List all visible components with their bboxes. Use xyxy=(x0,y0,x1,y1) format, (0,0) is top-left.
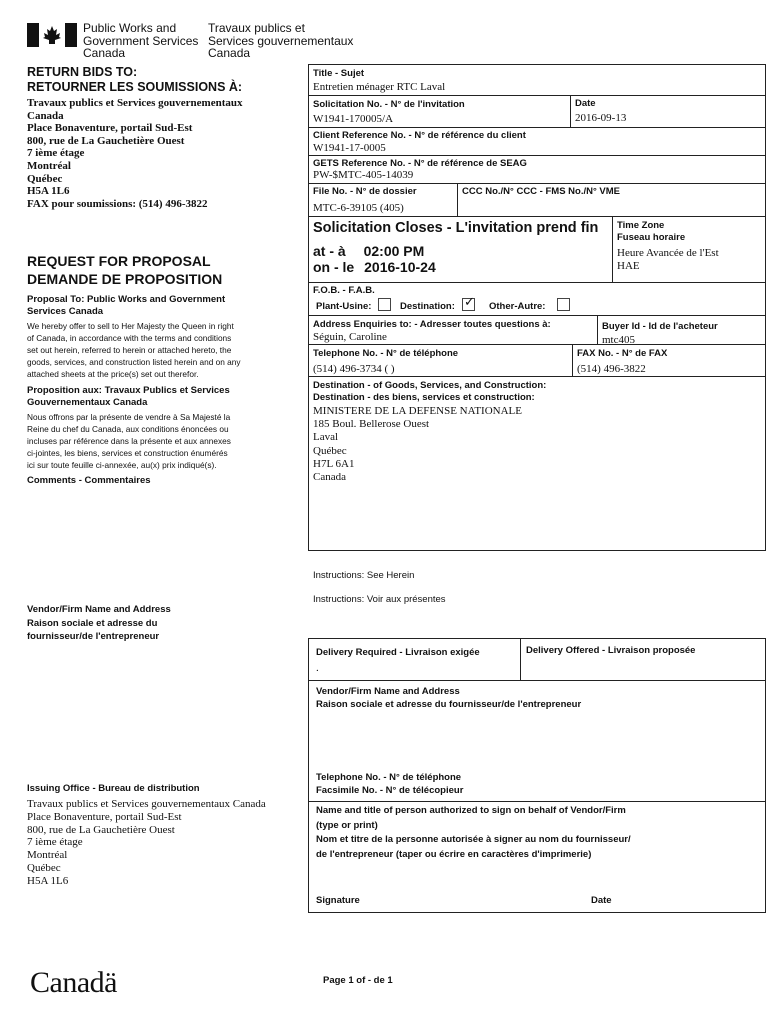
vendor-line: Raison sociale et adresse du xyxy=(27,617,158,629)
proposition-line: Gouvernementaux Canada xyxy=(27,396,148,408)
rfp-title-en: REQUEST FOR PROPOSAL xyxy=(27,253,211,269)
dest-line: Laval xyxy=(313,431,339,444)
paragraph-line: ci-jointes, les biens, services et construction énumérés xyxy=(27,448,228,458)
paragraph-line: goods, services, and construction listed herein and on any xyxy=(27,357,241,367)
dest-line: H7L 6A1 xyxy=(313,457,355,470)
destination-goods-label xyxy=(313,380,546,404)
address-line: 7 ième étage xyxy=(27,147,85,160)
client-ref-value: W1941-17-0005 xyxy=(313,142,386,154)
dest-line: Québec xyxy=(313,444,347,457)
fax-for-bids: FAX pour soumissions: (514) 496-3822 xyxy=(27,197,208,210)
canada-wordmark: Canadä xyxy=(30,966,117,999)
proposition-aux-text xyxy=(27,411,231,471)
date-value: 2016-09-13 xyxy=(575,112,627,124)
dest-line: MINISTERE DE LA DEFENSE NATIONALE xyxy=(313,405,522,417)
at-label: at - à xyxy=(313,243,346,259)
authorized-person-label xyxy=(316,804,631,862)
paragraph-line: of Canada, in accordance with the terms and conditions xyxy=(27,333,232,343)
solicitation-closes-title: Solicitation Closes - L'invitation prend fin xyxy=(313,220,599,236)
instructions-see-herein: Instructions: See Herein xyxy=(313,570,415,581)
closing-date-row xyxy=(313,259,436,276)
vendor-line: Vendor/Firm Name and Address xyxy=(316,686,460,697)
proposition-aux-label xyxy=(27,385,230,408)
title-label: Title - Sujet xyxy=(313,68,365,79)
telephone-value: (514) 496-3734 ( ) xyxy=(313,363,395,375)
instructions-voir-aux-presentes: Instructions: Voir aux présentes xyxy=(313,594,446,605)
authorized-line: Nom et titre de la personne autorisée à signer au nom du fournisseur/ xyxy=(316,834,631,845)
signature-date-label: Date xyxy=(591,895,612,906)
tz-label-line: Time Zone xyxy=(617,220,665,231)
dept-fr-line: Services gouvernementaux xyxy=(208,33,354,48)
dest-goods-label-line: Destination - of Goods, Services, and Construction: xyxy=(313,380,547,391)
address-line: Place Bonaventure, portail Sud-Est xyxy=(27,122,193,135)
address-line: H5A 1L6 xyxy=(27,874,69,887)
closing-date-value: 2016-10-24 xyxy=(364,259,436,275)
department-name-fr xyxy=(208,22,353,60)
authorized-line: (type or print) xyxy=(316,819,378,831)
vendor-line: fournisseur/de l'entrepreneur xyxy=(27,631,160,642)
dept-en-line: Public Works and xyxy=(83,21,177,35)
address-line: Travaux publics et Services gouvernementaux xyxy=(27,97,243,109)
destination-checkbox[interactable] xyxy=(462,295,475,311)
issuing-office-address xyxy=(27,798,266,888)
rfp-title xyxy=(27,252,222,288)
vendor-line: Vendor/Firm Name and Address xyxy=(27,604,171,615)
delivery-required-label: Delivery Required - Livraison exigée xyxy=(316,647,480,658)
solicitation-no-label: Solicitation No. - N° de l'invitation xyxy=(313,99,465,110)
address-line: H5A 1L6 xyxy=(27,185,70,198)
canada-flag-icon xyxy=(27,23,77,47)
proposal-to-line: Proposal To: Public Works and Government xyxy=(27,294,226,305)
ccc-no-label: CCC No./N° CCC - FMS No./N° VME xyxy=(462,186,621,197)
tz-value-line: HAE xyxy=(617,260,640,272)
destination-label: Destination: xyxy=(400,301,455,312)
address-line: Montréal xyxy=(27,849,68,862)
address-line: 7 ième étage xyxy=(27,836,83,849)
plant-usine-label: Plant-Usine: xyxy=(316,301,372,312)
phone-line: Telephone No. - N° de téléphone xyxy=(316,772,462,783)
fax-label: FAX No. - N° de FAX xyxy=(577,348,668,359)
authorized-line: Name and title of person authorized to sign on behalf of Vendor/Firm xyxy=(316,805,626,816)
authorized-line: de l'entrepreneur (taper ou écrire en caractères d'imprimerie) xyxy=(316,848,592,860)
signature-label: Signature xyxy=(316,895,360,906)
paragraph-line: incluses par référence dans la présente et aux annexes xyxy=(27,436,231,446)
file-no-label: File No. - N° de dossier xyxy=(313,186,417,197)
proposal-to-line: Services Canada xyxy=(27,305,104,317)
address-enquiries-label: Address Enquiries to: - Adresser toutes questions à: xyxy=(313,319,551,330)
other-autre-checkbox[interactable] xyxy=(557,298,570,311)
issuing-office-label: Issuing Office - Bureau de distribution xyxy=(27,783,200,794)
destination-goods-value xyxy=(313,405,522,484)
address-line: Québec xyxy=(27,861,61,874)
delivery-offered-label: Delivery Offered - Livraison proposée xyxy=(526,645,696,656)
address-line: Canada xyxy=(27,109,64,122)
delivery-required-value: . xyxy=(316,662,319,674)
gets-ref-value: PW-$MTC-405-14039 xyxy=(313,169,414,181)
check-mark-icon: ✓ xyxy=(464,295,475,310)
title-value: Entretien ménager RTC Laval xyxy=(313,81,446,93)
phone-line: Facsimile No. - N° de télécopieur xyxy=(316,785,464,796)
solicitation-no-value: W1941-170005/A xyxy=(313,113,394,125)
closing-time-row xyxy=(313,243,424,260)
vendor-firm-label-right xyxy=(316,685,581,711)
closing-time-value: 02:00 PM xyxy=(363,243,425,259)
dept-fr-line: Canada xyxy=(208,46,251,60)
address-line: 800, rue de La Gauchetière Ouest xyxy=(27,134,185,147)
return-bids-title-en: RETURN BIDS TO: xyxy=(27,65,138,79)
dest-line: Canada xyxy=(313,471,346,484)
comments-label: Comments - Commentaires xyxy=(27,475,151,486)
proposition-line: Proposition aux: Travaux Publics et Services xyxy=(27,385,230,396)
address-enquiries-value: Séguin, Caroline xyxy=(313,331,387,343)
dest-goods-label-line: Destination - des biens, services et construction: xyxy=(313,392,535,403)
plant-usine-checkbox[interactable] xyxy=(378,298,391,311)
paragraph-line: attached sheets at the price(s) set out therefor. xyxy=(27,369,199,379)
return-bids-title xyxy=(27,65,242,95)
paragraph-line: set out herein, referred to herein or attached hereto, the xyxy=(27,345,232,355)
other-autre-label: Other-Autre: xyxy=(489,301,546,312)
gets-ref-label: GETS Reference No. - N° de référence de SEAG xyxy=(313,158,527,169)
return-bids-address xyxy=(27,97,243,210)
paragraph-line: ici sur toute feuille ci-annexée, au(x) prix indiqué(s). xyxy=(27,460,217,470)
vendor-phone-fax-label xyxy=(316,771,463,797)
dept-en-line: Canada xyxy=(83,46,126,60)
dest-line: 185 Boul. Bellerose Ouest xyxy=(313,418,430,431)
dept-en-line: Government Services xyxy=(83,33,199,48)
address-line: 800, rue de La Gauchetière Ouest xyxy=(27,823,175,836)
file-no-value: MTC-6-39105 (405) xyxy=(313,202,404,214)
fax-value: (514) 496-3822 xyxy=(577,363,646,375)
time-zone-label xyxy=(617,220,685,244)
buyer-id-value: mtc405 xyxy=(602,334,635,346)
paragraph-line: Reine du chef du Canada, aux conditions énoncées ou xyxy=(27,424,229,434)
date-label: Date xyxy=(575,98,596,109)
on-label: on - le xyxy=(313,259,355,275)
dept-fr-line: Travaux publics et xyxy=(208,21,305,35)
proposal-to-label xyxy=(27,294,225,317)
page-number: Page 1 of - de 1 xyxy=(323,975,393,986)
vendor-line: Raison sociale et adresse du fournisseur/de l'entrepreneur xyxy=(316,699,582,710)
fob-label: F.O.B. - F.A.B. xyxy=(313,285,375,296)
vendor-firm-label-left xyxy=(27,603,171,644)
proposal-to-text xyxy=(27,320,241,380)
department-name-en xyxy=(83,22,198,60)
buyer-id-label: Buyer Id - Id de l'acheteur xyxy=(602,321,718,332)
address-line: Québec xyxy=(27,172,63,185)
address-line: Travaux publics et Services gouvernementaux Canada xyxy=(27,798,266,810)
client-ref-label: Client Reference No. - N° de référence du client xyxy=(313,130,526,141)
tz-value-line: Heure Avancée de l'Est xyxy=(617,247,719,259)
time-zone-value xyxy=(617,247,719,273)
address-line: Place Bonaventure, portail Sud-Est xyxy=(27,810,182,823)
paragraph-line: Nous offrons par la présente de vendre à Sa Majesté la xyxy=(27,412,231,422)
rfp-title-fr: DEMANDE DE PROPOSITION xyxy=(27,271,223,287)
return-bids-title-fr: RETOURNER LES SOUMISSIONS À: xyxy=(27,80,243,94)
telephone-label: Telephone No. - N° de téléphone xyxy=(313,348,459,359)
tz-label-line: Fuseau horaire xyxy=(617,232,686,243)
paragraph-line: We hereby offer to sell to Her Majesty the Queen in right xyxy=(27,321,234,331)
address-line: Montréal xyxy=(27,159,71,172)
